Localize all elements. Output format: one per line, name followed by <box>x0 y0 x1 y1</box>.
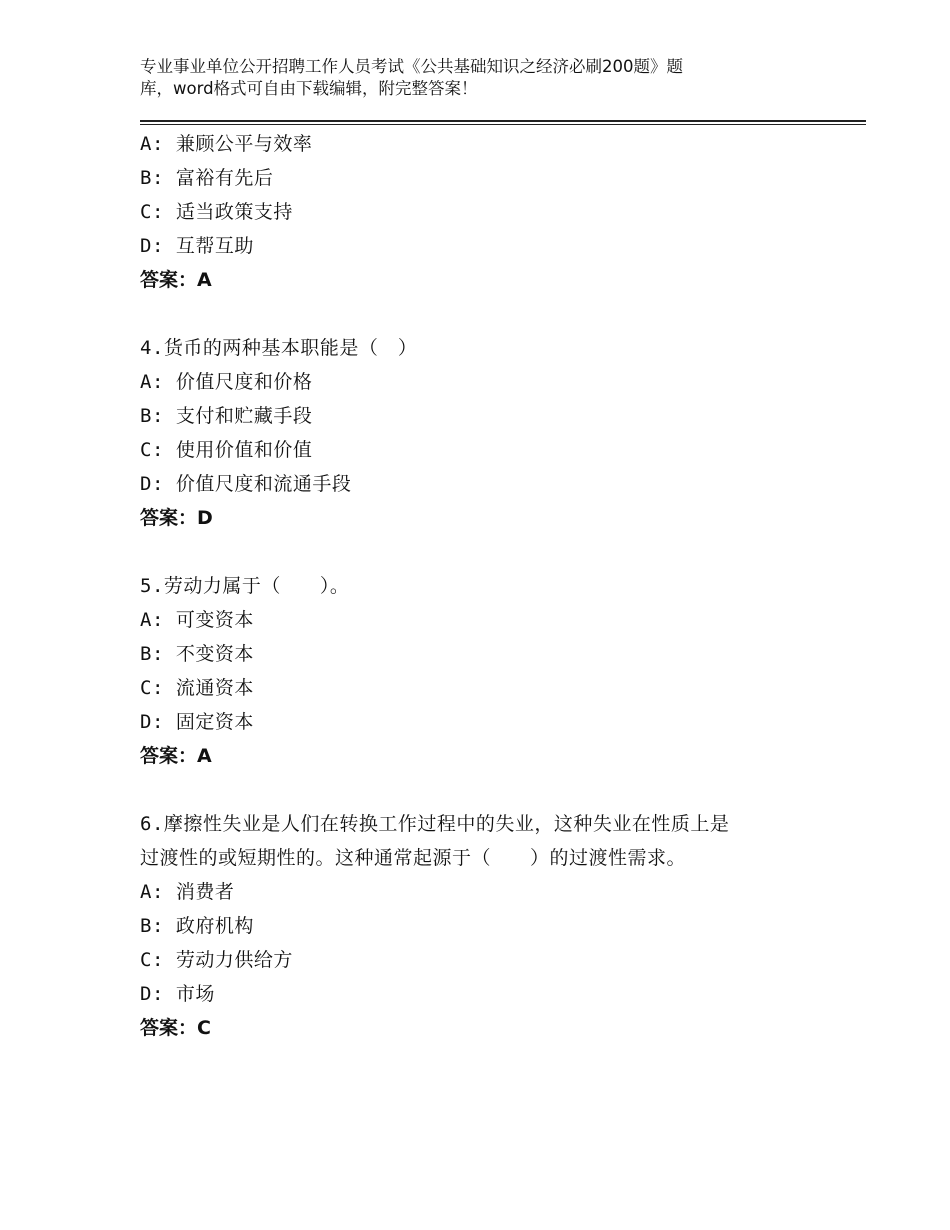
option-c: C: 流通资本 <box>140 677 254 699</box>
option-a: A: 消费者 <box>140 881 235 903</box>
spacer <box>140 535 820 569</box>
question-6 <box>140 807 820 1045</box>
header-title-line-2: 库，word格式可自由下载编辑，附完整答案！ <box>140 79 478 98</box>
option-a: A: 价值尺度和价格 <box>140 371 313 393</box>
option-c: C: 劳动力供给方 <box>140 949 293 971</box>
document-header <box>140 56 780 100</box>
option-b: B: 支付和贮藏手段 <box>140 405 313 427</box>
option-d: D: 固定资本 <box>140 711 254 733</box>
option-b: B: 富裕有先后 <box>140 167 274 189</box>
question-list <box>140 127 820 1045</box>
option-a: A: 兼顾公平与效率 <box>140 133 313 155</box>
spacer <box>140 773 820 807</box>
answer: 答案：A <box>140 745 212 767</box>
spacer <box>140 297 820 331</box>
option-d: D: 互帮互助 <box>140 235 254 257</box>
option-a: A: 可变资本 <box>140 609 254 631</box>
answer: 答案：D <box>140 507 213 529</box>
answer: 答案：C <box>140 1017 211 1039</box>
question-text-line-1: 6.摩擦性失业是人们在转换工作过程中的失业，这种失业在性质上是 <box>140 813 730 835</box>
option-c: C: 使用价值和价值 <box>140 439 313 461</box>
header-rule-thin <box>140 124 866 125</box>
option-d: D: 价值尺度和流通手段 <box>140 473 352 495</box>
question-5 <box>140 569 820 773</box>
option-b: B: 不变资本 <box>140 643 254 665</box>
question-text: 5.劳动力属于（ ）。 <box>140 575 350 597</box>
option-b: B: 政府机构 <box>140 915 254 937</box>
question-3 <box>140 127 820 297</box>
question-4 <box>140 331 820 535</box>
option-c: C: 适当政策支持 <box>140 201 293 223</box>
question-text: 4.货币的两种基本职能是（ ） <box>140 337 418 359</box>
question-text-line-2: 过渡性的或短期性的。这种通常起源于（ ）的过渡性需求。 <box>140 847 687 869</box>
header-title-line-1: 专业事业单位公开招聘工作人员考试《公共基础知识之经济必刷200题》题 <box>140 57 683 76</box>
answer: 答案：A <box>140 269 212 291</box>
option-d: D: 市场 <box>140 983 215 1005</box>
header-rule-thick <box>140 120 866 122</box>
